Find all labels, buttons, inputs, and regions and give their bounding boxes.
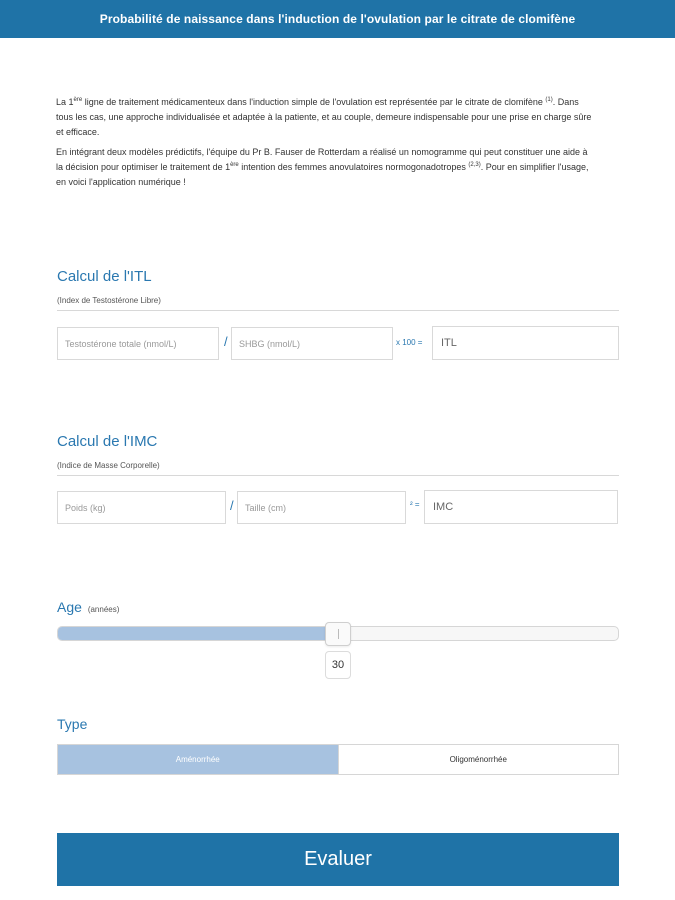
grip-icon: [338, 629, 339, 639]
imc-subtitle: (Indice de Masse Corporelle): [57, 461, 160, 470]
age-value: 30: [325, 651, 351, 679]
height-input[interactable]: [237, 491, 406, 524]
evaluate-button[interactable]: Evaluer: [57, 833, 619, 886]
type-selector: [57, 744, 619, 775]
weight-input[interactable]: [57, 491, 226, 524]
age-slider-fill: [58, 627, 339, 640]
age-slider-handle[interactable]: [325, 622, 351, 646]
imc-power: ² =: [410, 500, 420, 509]
imc-divide-sign: /: [230, 498, 234, 513]
type-title: Type: [57, 716, 88, 732]
app-title: Probabilité de naissance dans l'induction de l'ovulation par le citrate de clomifène: [99, 12, 576, 26]
itl-divide-sign: /: [224, 334, 228, 349]
type-option-oligomenorrhee[interactable]: Oligoménorrhée: [338, 745, 619, 774]
itl-result: [432, 326, 619, 360]
shbg-input[interactable]: [231, 327, 393, 360]
age-label: Age: [57, 599, 82, 615]
imc-result: [424, 490, 618, 524]
app-header: [0, 0, 675, 38]
intro-paragraph-1: La 1ère ligne de traitement médicamenteux dans l'induction simple de l'ovulation est représentée par le citrate de clomifène $^{(1)}$. Dans tous les cas, une approche individualisée et adaptée à la patiente, et au couple, demeure indispensable pour une prise en charge sûre et efficace.: [56, 97, 592, 137]
age-title: [57, 599, 119, 615]
itl-divider: [57, 310, 619, 311]
type-option-amenorrhee[interactable]: Aménorrhée: [58, 745, 338, 774]
testosterone-input[interactable]: [57, 327, 219, 360]
imc-title: Calcul de l'IMC: [57, 433, 158, 450]
intro-paragraph-2: En intégrant deux modèles prédictifs, l'équipe du Pr B. Fauser de Rotterdam a réalisé un nomogramme qui peut constituer une aide à la décision pour optimiser le traitement de 1ère intention des femmes anovulatoires normogonadotropes $^{(2,3)}$. Pour en simplifier l'usage, en voici l'application numérique !: [56, 147, 589, 187]
itl-title: Calcul de l'ITL: [57, 268, 152, 285]
imc-divider: [57, 475, 619, 476]
intro-text: [56, 95, 596, 195]
age-unit: (années): [87, 605, 120, 614]
itl-subtitle: (Index de Testostérone Libre): [57, 296, 161, 305]
itl-multiplier: x 100 =: [396, 338, 423, 347]
